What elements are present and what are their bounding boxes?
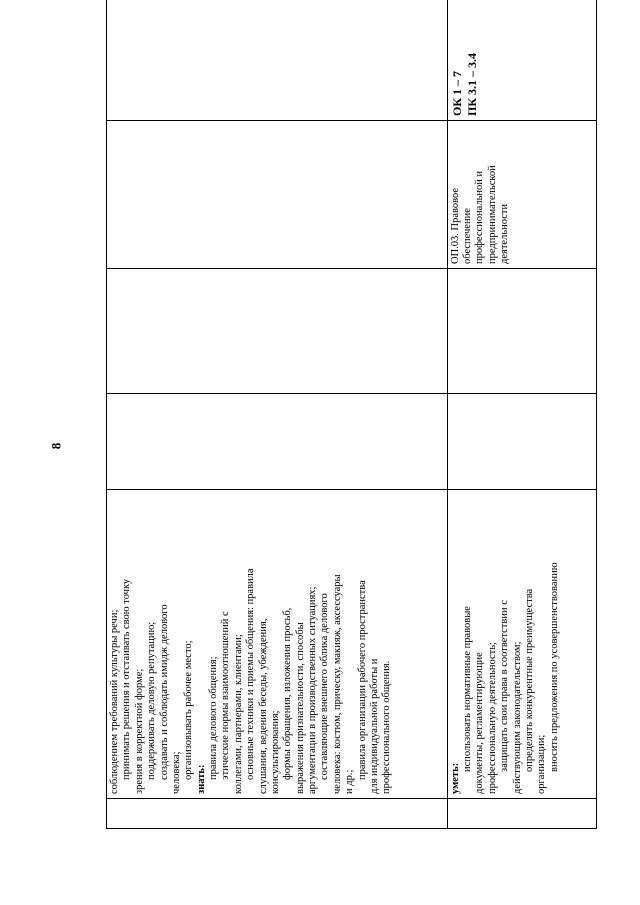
skill-line: принимать решения и отстаивать свою точку: [121, 578, 133, 780]
skill-line: вносить предложения по усовершенствованию: [548, 562, 560, 772]
section-label: уметь:: [449, 762, 461, 794]
skill-line: организации;: [536, 734, 548, 794]
skills-cell: [107, 490, 448, 799]
skills-list: [450, 494, 561, 794]
course-line: деятельности: [499, 203, 511, 264]
skill-line: слушания, ведения беседы, убеждения,: [257, 618, 269, 794]
skill-line: и др.;: [344, 769, 356, 794]
skill-line: выражения признательности, способы: [294, 622, 306, 794]
codes-cell: [447, 0, 596, 121]
skills-cell: [447, 490, 596, 799]
skill-line: правила делового общения;: [208, 656, 219, 780]
skill-line: соблюдением требований культуры речи;: [109, 609, 120, 794]
skill-line: составляющие внешнего облика делового: [319, 593, 331, 780]
skill-line: создавать и соблюдать имидж делового: [158, 604, 170, 780]
skill-line: человека;: [170, 751, 182, 794]
page-number: 8: [48, 442, 64, 450]
skill-line: аргументации в производственных ситуациях;: [307, 586, 318, 794]
course-line: обеспечение: [462, 208, 474, 264]
table-cell-empty: [107, 269, 448, 394]
table-cell-empty: [447, 394, 596, 490]
course-name: [450, 125, 512, 264]
skill-line: для индивидуальной работы и: [368, 658, 380, 794]
skill-line: человека: костюм, прическу, макияж, аксессуары: [331, 574, 343, 794]
course-line: ОП.03. Правовое: [449, 187, 461, 264]
course-line: профессиональной и: [474, 170, 486, 264]
skill-line: действующим законодательством;: [511, 641, 523, 794]
section-label: знать:: [195, 764, 207, 794]
skill-line: формы обращения, изложения просьб,: [282, 607, 294, 780]
table-cell-empty: [107, 799, 448, 829]
table-cell-empty: [447, 799, 596, 829]
table-row: [447, 0, 596, 829]
skill-line: использовать нормативные правовые: [462, 606, 474, 772]
table-cell-empty: [107, 121, 448, 269]
skill-line: профессионального общения.: [381, 660, 393, 794]
skill-line: правила организации рабочего пространства: [356, 580, 368, 780]
table-container: [106, 45, 597, 829]
competency-codes: [450, 0, 480, 116]
table-cell-empty: [107, 394, 448, 490]
skill-line: консультирования;: [269, 710, 281, 794]
skill-line: основные техники и приемы общения: правила: [245, 568, 257, 780]
table-cell-empty: [107, 0, 448, 121]
table-cell-empty: [447, 269, 596, 394]
skill-line: документы, регламентирующие: [474, 652, 486, 794]
skill-line: организовывать рабочее место;: [183, 640, 195, 780]
competency-code: ПК 3.1 – 3.4: [464, 52, 479, 116]
skill-line: поддерживать деловую репутацию;: [146, 621, 158, 780]
skill-line: определять конкурентные преимущества: [523, 588, 535, 772]
rotated-table-frame: [106, 45, 597, 829]
course-cell: [447, 121, 596, 269]
skill-line: зрения в корректной форме;: [133, 668, 145, 794]
skill-line: защищать свои права в соответствии с: [499, 600, 511, 772]
skills-list: [109, 494, 394, 794]
course-line: предпринимательской: [486, 165, 498, 264]
competency-code: ОК 1 – 7: [449, 70, 464, 116]
skill-line: коллегами, партнерами, клиентами;: [232, 634, 244, 794]
table-row: [107, 0, 448, 829]
skill-line: этические нормы взаимоотношений с: [220, 611, 232, 780]
competency-table: [106, 0, 597, 829]
skill-line: профессиональную деятельность;: [486, 642, 498, 794]
